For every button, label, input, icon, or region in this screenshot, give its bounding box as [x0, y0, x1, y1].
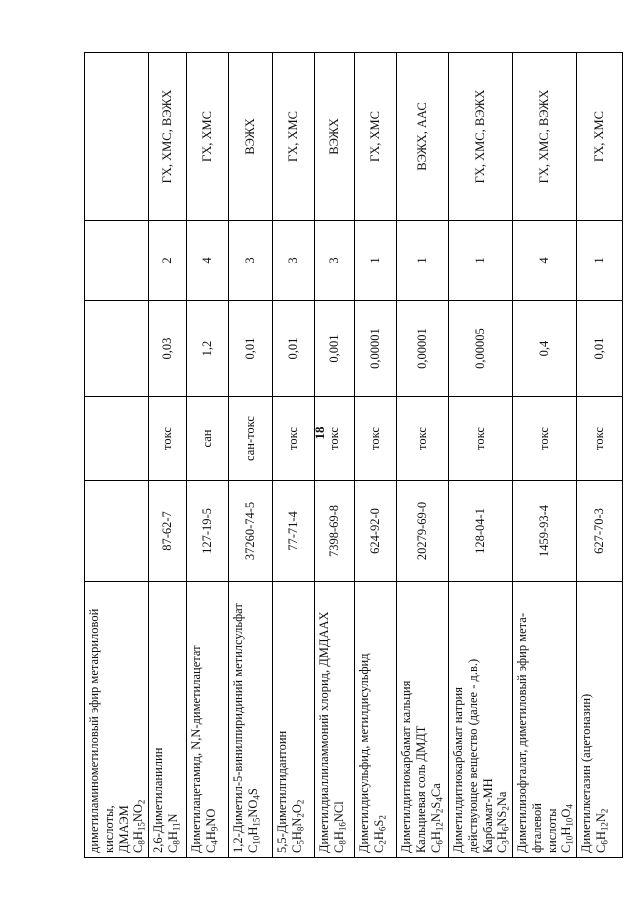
concentration-value-cell: 0,00005 [449, 301, 513, 397]
hazard-indicator-cell: токс [577, 397, 623, 481]
formula-element: C [371, 844, 386, 853]
analysis-methods-cell: ВЭЖХ [315, 53, 355, 221]
formula-subscript: 2 [500, 806, 511, 811]
substance-name-cell [577, 582, 623, 858]
formula-element: C [203, 844, 218, 853]
formula-subscript: 8 [295, 826, 305, 832]
formula-subscript: 10 [564, 835, 575, 845]
concentration-value-cell: 1,2 [187, 301, 229, 397]
substance-name-line: Диметилизофталат, диметиловый эфир мета-фталевой [515, 613, 544, 853]
cas-number-cell: 127-19-5 [187, 481, 229, 582]
cas-number-cell: 1459-93-4 [513, 481, 577, 582]
formula-element: S [245, 788, 260, 796]
formula-element: H [131, 831, 146, 841]
hazard-class-cell: 4 [187, 221, 229, 301]
formula-subscript: 4 [433, 797, 444, 802]
formula-element: H [428, 831, 443, 841]
hazard-class-cell: 1 [355, 221, 397, 301]
formula-subscript: 15 [251, 817, 261, 827]
chemical-formula [429, 586, 444, 853]
chemical-formula [131, 586, 146, 853]
table-row [187, 53, 229, 858]
formula-element: N [428, 813, 443, 823]
formula-element: N [593, 813, 608, 823]
hazard-class-cell: 1 [449, 221, 513, 301]
formula-subscript: 9 [209, 826, 219, 832]
hazard-indicator-cell: токс [449, 397, 513, 481]
substance-name-cell [449, 582, 513, 858]
formula-element: C [331, 844, 346, 853]
concentration-value-cell: 0,03 [149, 301, 187, 397]
formula-subscript: 8 [136, 840, 147, 845]
cas-number-cell: 7398-69-8 [315, 481, 355, 582]
analysis-methods-cell: ГХ, ХМС, ВЭЖХ [513, 53, 577, 221]
formula-subscript: 10 [251, 835, 261, 845]
concentration-value-cell: 0,00001 [355, 301, 397, 397]
formula-subscript: 10 [564, 817, 575, 827]
table-row [449, 53, 513, 858]
analysis-methods-cell: ВЭЖХ [229, 53, 273, 221]
cas-number-cell: 77-71-4 [273, 481, 315, 582]
substance-name-line: Диметилдитиокарбамат натрия [451, 687, 465, 853]
hazard-indicator-cell: токс [513, 397, 577, 481]
formula-subscript: 2 [599, 808, 609, 814]
formula-element: H [495, 831, 510, 841]
hazard-indicator-cell: токс [397, 397, 449, 481]
analysis-methods-cell: ГХ, ХМС [577, 53, 623, 221]
hazard-indicator-cell: токс [315, 397, 355, 481]
formula-element: NO [245, 799, 260, 818]
formula-subscript: 12 [433, 822, 444, 832]
formula-subscript: 2 [295, 799, 305, 805]
formula-subscript: 5 [295, 840, 305, 845]
formula-element: Ca [428, 783, 443, 798]
substance-name-line: кислоты [544, 808, 559, 853]
substance-name-line: Диметилкетазин (ацетоназин) [579, 693, 593, 853]
formula-subscript: 4 [564, 804, 575, 809]
formula-subscript: 2 [377, 840, 387, 845]
substance-name-cell [513, 582, 577, 858]
formula-element: C [559, 844, 574, 853]
formula-subscript: 4 [209, 840, 219, 845]
substance-name-line: диметиламинометиловый эфир метакриловой кислоты, [87, 608, 116, 853]
concentration-value-cell: 0,001 [315, 301, 355, 397]
formula-subscript: 2 [295, 813, 305, 818]
concentration-value-cell: 0,01 [577, 301, 623, 397]
formula-element: NCl [331, 801, 346, 823]
formula-subscript: 6 [599, 840, 609, 845]
table-row [149, 53, 187, 858]
hazard-indicator-cell: токс [273, 397, 315, 481]
chemical-formula [166, 586, 181, 853]
formula-element: H [203, 831, 218, 841]
hazard-indicator-cell: токс [355, 397, 397, 481]
formula-element: H [245, 826, 260, 836]
table-row [397, 53, 449, 858]
hazard-indicator-cell: токс [149, 397, 187, 481]
formula-element: C [593, 844, 608, 853]
cas-number-cell: 87-62-7 [149, 481, 187, 582]
table-row [315, 53, 355, 858]
hazard-class-cell: 3 [273, 221, 315, 301]
formula-element: H [165, 831, 180, 841]
analysis-methods-cell: ГХ, ХМС, ВЭЖХ [449, 53, 513, 221]
chemical-formula [246, 586, 261, 853]
cas-number-cell [85, 481, 149, 582]
cas-number-cell: 37260-74-5 [229, 481, 273, 582]
substance-name-cell [229, 582, 273, 858]
formula-element: C [428, 844, 443, 853]
substance-table-container [84, 53, 609, 858]
analysis-methods-cell: ГХ, ХМС [273, 53, 315, 221]
hazard-class-cell: 3 [229, 221, 273, 301]
cas-number-cell: 627-70-3 [577, 481, 623, 582]
formula-subscript: 11 [171, 822, 181, 832]
chemical-formula [495, 586, 510, 853]
formula-element: S [371, 819, 386, 827]
substance-name-line: Диметилацетамид, N,N-диметилацетат [189, 645, 203, 853]
substance-name-line: Диметилдитиокарбамат кальция [399, 680, 413, 853]
hazard-class-cell [85, 221, 149, 301]
chemical-formula [372, 586, 387, 853]
chemical-formula [332, 586, 347, 853]
formula-element: C [289, 844, 304, 853]
formula-subscript: 12 [599, 822, 609, 832]
hazard-class-cell: 1 [397, 221, 449, 301]
formula-element: H [593, 831, 608, 841]
substance-name-cell [355, 582, 397, 858]
table-row [577, 53, 623, 858]
formula-subscript: 16 [337, 822, 347, 832]
chemical-formula [290, 586, 305, 853]
concentration-value-cell: 0,00001 [397, 301, 449, 397]
formula-element: H [371, 831, 386, 841]
hazard-indicator-cell [85, 397, 149, 481]
table-row [273, 53, 315, 858]
substance-table [84, 52, 623, 858]
chemical-formula [204, 586, 219, 853]
substance-name-line: Карбамат-МН [480, 778, 495, 853]
formula-element: H [559, 826, 574, 836]
formula-subscript: 6 [500, 826, 511, 832]
chemical-formula [594, 586, 609, 853]
formula-subscript: 4 [251, 795, 261, 800]
formula-element: N [289, 817, 304, 827]
formula-element: C [495, 844, 510, 853]
formula-subscript: 8 [337, 840, 347, 845]
substance-name-line: ДМАЭМ [116, 805, 131, 853]
formula-element: H [331, 831, 346, 841]
formula-element: NO [203, 808, 218, 827]
concentration-value-cell: 0,01 [273, 301, 315, 397]
hazard-indicator-cell: сан-токс [229, 397, 273, 481]
formula-element: NS [495, 810, 510, 827]
concentration-value-cell: 0,01 [229, 301, 273, 397]
formula-element: C [245, 844, 260, 853]
formula-subscript: 2 [433, 808, 444, 814]
substance-name-cell [397, 582, 449, 858]
formula-element: C [165, 844, 180, 853]
substance-name-cell [315, 582, 355, 858]
cas-number-cell: 20279-69-0 [397, 481, 449, 582]
formula-element: H [289, 831, 304, 841]
substance-name-line: 2,6-Диметиланилин [151, 747, 165, 853]
substance-name-line: действующее вещество (далее - д.в.) [465, 658, 480, 853]
formula-element: S [428, 801, 443, 809]
table-row [229, 53, 273, 858]
formula-subscript: 2 [377, 815, 387, 820]
formula-element: O [289, 804, 304, 814]
substance-name-cell [85, 582, 149, 858]
substance-name-cell [149, 582, 187, 858]
chemical-formula [559, 586, 574, 853]
analysis-methods-cell: ГХ, ХМС [355, 53, 397, 221]
cas-number-cell: 624-92-0 [355, 481, 397, 582]
hazard-class-cell: 4 [513, 221, 577, 301]
substance-name-line: 1,2-Диметил-5-винилпиридиний метилсульфат [231, 603, 245, 853]
formula-subscript: 3 [500, 840, 511, 845]
table-row [513, 53, 577, 858]
concentration-value-cell [85, 301, 149, 397]
substance-name-line: Кальциевая соль ДМДТ [413, 725, 428, 853]
formula-subscript: 8 [171, 840, 181, 845]
substance-name-line: Диметилдисульфид, метилдисульфид [357, 653, 371, 853]
analysis-methods-cell: ВЭЖХ, ААС [397, 53, 449, 221]
table-row [355, 53, 397, 858]
hazard-class-cell: 3 [315, 221, 355, 301]
hazard-class-cell: 1 [577, 221, 623, 301]
formula-element: C [131, 844, 146, 853]
substance-name-cell [187, 582, 229, 858]
analysis-methods-cell: ГХ, ХМС, ВЭЖХ [149, 53, 187, 221]
substance-name-line: 5,5-Диметилгидантоин [275, 730, 289, 853]
substance-name-line: Диметилдиаллиламмоний хлорид, ДМДААХ [317, 611, 331, 853]
analysis-methods-cell: ГХ, ХМС [187, 53, 229, 221]
table-row [85, 53, 149, 858]
formula-element: N [165, 813, 180, 823]
formula-subscript: 6 [433, 840, 444, 845]
cas-number-cell: 128-04-1 [449, 481, 513, 582]
page-number: 18 [312, 426, 327, 440]
table-body [85, 53, 623, 858]
formula-subscript: 2 [136, 799, 147, 805]
hazard-class-cell: 2 [149, 221, 187, 301]
concentration-value-cell: 0,4 [513, 301, 577, 397]
analysis-methods-cell [85, 53, 149, 221]
formula-element: NO [131, 804, 146, 823]
formula-element: O [559, 808, 574, 818]
formula-subscript: 6 [377, 826, 387, 832]
hazard-indicator-cell: сан [187, 397, 229, 481]
formula-element: Na [495, 791, 510, 807]
substance-name-cell [273, 582, 315, 858]
formula-subscript: 15 [136, 822, 147, 832]
